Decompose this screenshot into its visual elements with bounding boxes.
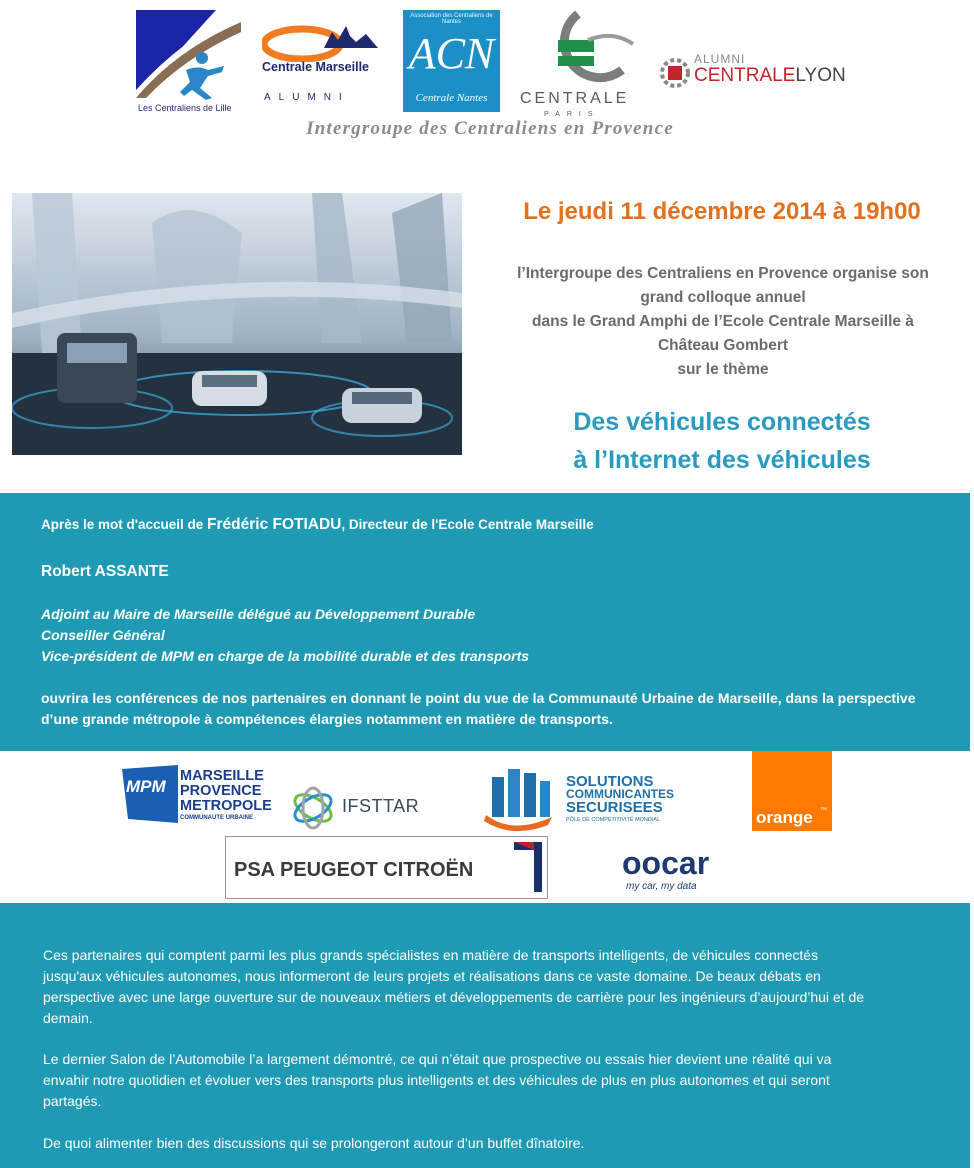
intergroup-title: Intergroupe des Centraliens en Provence [306,118,674,139]
oocar-name: oocar [622,845,710,881]
opening-line: ouvrira les conférences de nos partenaires en donnant le point du vue de la Communauté Urbaine de Marseille, dans la perspective [41,690,916,706]
centrale-marseille-alumni-logo [262,22,387,102]
oocar-tagline: my car, my data [626,881,697,892]
speaker-name: Robert ASSANTE [41,563,169,580]
scs-line: SECURISEES [566,799,663,816]
details-paragraph [43,1049,963,1112]
mpm-line: PROVENCE [180,783,262,799]
lyon-gear-icon [660,56,690,90]
mpm-sub: COMMUNAUTE URBAINE [180,815,253,821]
details-line: demain. [43,1010,93,1026]
orange-tm: ™ [820,807,827,814]
lille-logo-text: Les Centraliens de Lille [138,103,232,113]
details-paragraph [43,1133,963,1154]
centrale-paris-logo [518,10,638,116]
welcome-after: , Directeur de l'Ecole Centrale Marseille [341,517,594,532]
details-line: perspective avec une large ouverture sur de nouveaux métiers et développements de carrière pour les ingénieurs d’aujourd’hui et de [43,989,865,1005]
centraliens-lille-logo [136,10,241,113]
details-line: jusqu'aux véhicules autonomes, nous informeront de leurs projets et réalisations dans ce vaste domaine. De beaux débats en [43,968,821,984]
opening-line: d’une grande métropole à compétences élargies notamment en matière de transports. [41,711,613,727]
details-line: partagés. [43,1093,102,1109]
paris-logo-city: PARIS [544,111,600,118]
mpm-badge-text: MPM [126,777,166,796]
theme-line: Des véhicules connectés [573,408,871,436]
scs-name [566,775,674,814]
theme-line: à l’Internet des véhicules [573,446,871,474]
acn-nantes-logo [403,10,500,112]
scs-logo [482,765,692,833]
lille-emblem-icon [136,10,241,100]
paris-logo-name: CENTRALE [520,90,630,107]
speaker-role: Conseiller Général [41,627,165,643]
welcome-name: Frédéric FOTIADU [207,516,342,533]
connected-vehicles-photo [12,193,462,455]
event-intro [480,262,966,382]
ifsttar-logo [288,783,448,833]
details-line: Le dernier Salon de l’Automobile l’a largement démontré, ce qui n’était que prospective ou essais hier devient une réalité qui va [43,1051,832,1067]
orange-logo [752,751,832,831]
welcome-before: Après le mot d'accueil de [41,517,208,532]
mpm-name [180,769,272,814]
centrale-lyon-alumni-logo [660,52,850,92]
lyon-logo-name [694,65,846,87]
acn-letters: ACN [408,29,495,78]
ifsttar-knot-icon [288,783,338,833]
scs-sub: PÔLE DE COMPÉTITIVITÉ MONDIAL [566,817,661,823]
speaker-role: Adjoint au Maire de Marseille délégué au Développement Durable [41,606,476,622]
scs-towers-icon [482,765,562,833]
marseille-logo-name: Centrale Marseille [262,60,369,74]
intro-line: l’Intergroupe des Centraliens en Provence organise son [517,265,929,282]
mpm-line: MARSEILLE [180,768,264,784]
details-panel [0,903,970,1168]
lyon-logo-alumni: ALUMNI [694,52,746,66]
scs-line: SOLUTIONS [566,773,654,790]
marseille-swoosh-icon [262,22,387,62]
centrale-paris-emblem-icon [518,10,638,90]
orange-name: orange [756,808,813,827]
details-line: envahir notre quotidien et évoluer vers des transports plus intelligents et des véhicules de plus en plus autonomes et qui seront [43,1072,830,1088]
intro-line: Château Gombert [657,337,789,354]
intro-line: grand colloque annuel [640,289,806,306]
acn-city-text: Centrale Nantes [415,92,488,104]
details-line: De quoi alimenter bien des discussions qui se prolongeront autour d’un buffet dînatoire. [43,1135,585,1151]
scs-line: COMMUNICANTES [566,787,674,801]
psa-logo [225,836,548,899]
welcome-line [41,516,594,534]
lyon-name-centrale: CENTRALE [694,65,796,86]
marseille-logo-alumni: ALUMNI [264,92,350,103]
psa-name: PSA PEUGEOT CITROËN [234,859,474,881]
opening-text [41,688,974,730]
details-line: Ces partenaires qui comptent parmi les plus grands spécialistes en matière de transports intelligents, de véhicules connectés [43,947,819,963]
ifsttar-name: IFSTTAR [342,796,420,816]
event-theme [470,403,974,479]
oocar-logo [622,846,752,896]
event-date: Le jeudi 11 décembre 2014 à 19h00 [523,198,921,225]
psa-corner-icon [514,842,544,894]
details-paragraph [43,945,963,1029]
mpm-line: METROPOLE [180,798,272,814]
acn-assoc-text: Association des Centraliens de Nantes [410,13,493,25]
mpm-logo [122,765,272,823]
lyon-name-lyon: LYON [795,65,846,86]
intro-line: dans le Grand Amphi de l’Ecole Centrale Marseille à [532,313,914,330]
intro-line: sur le thème [677,361,769,378]
speaker-role: Vice-président de MPM en charge de la mobilité durable et des transports [41,648,530,664]
